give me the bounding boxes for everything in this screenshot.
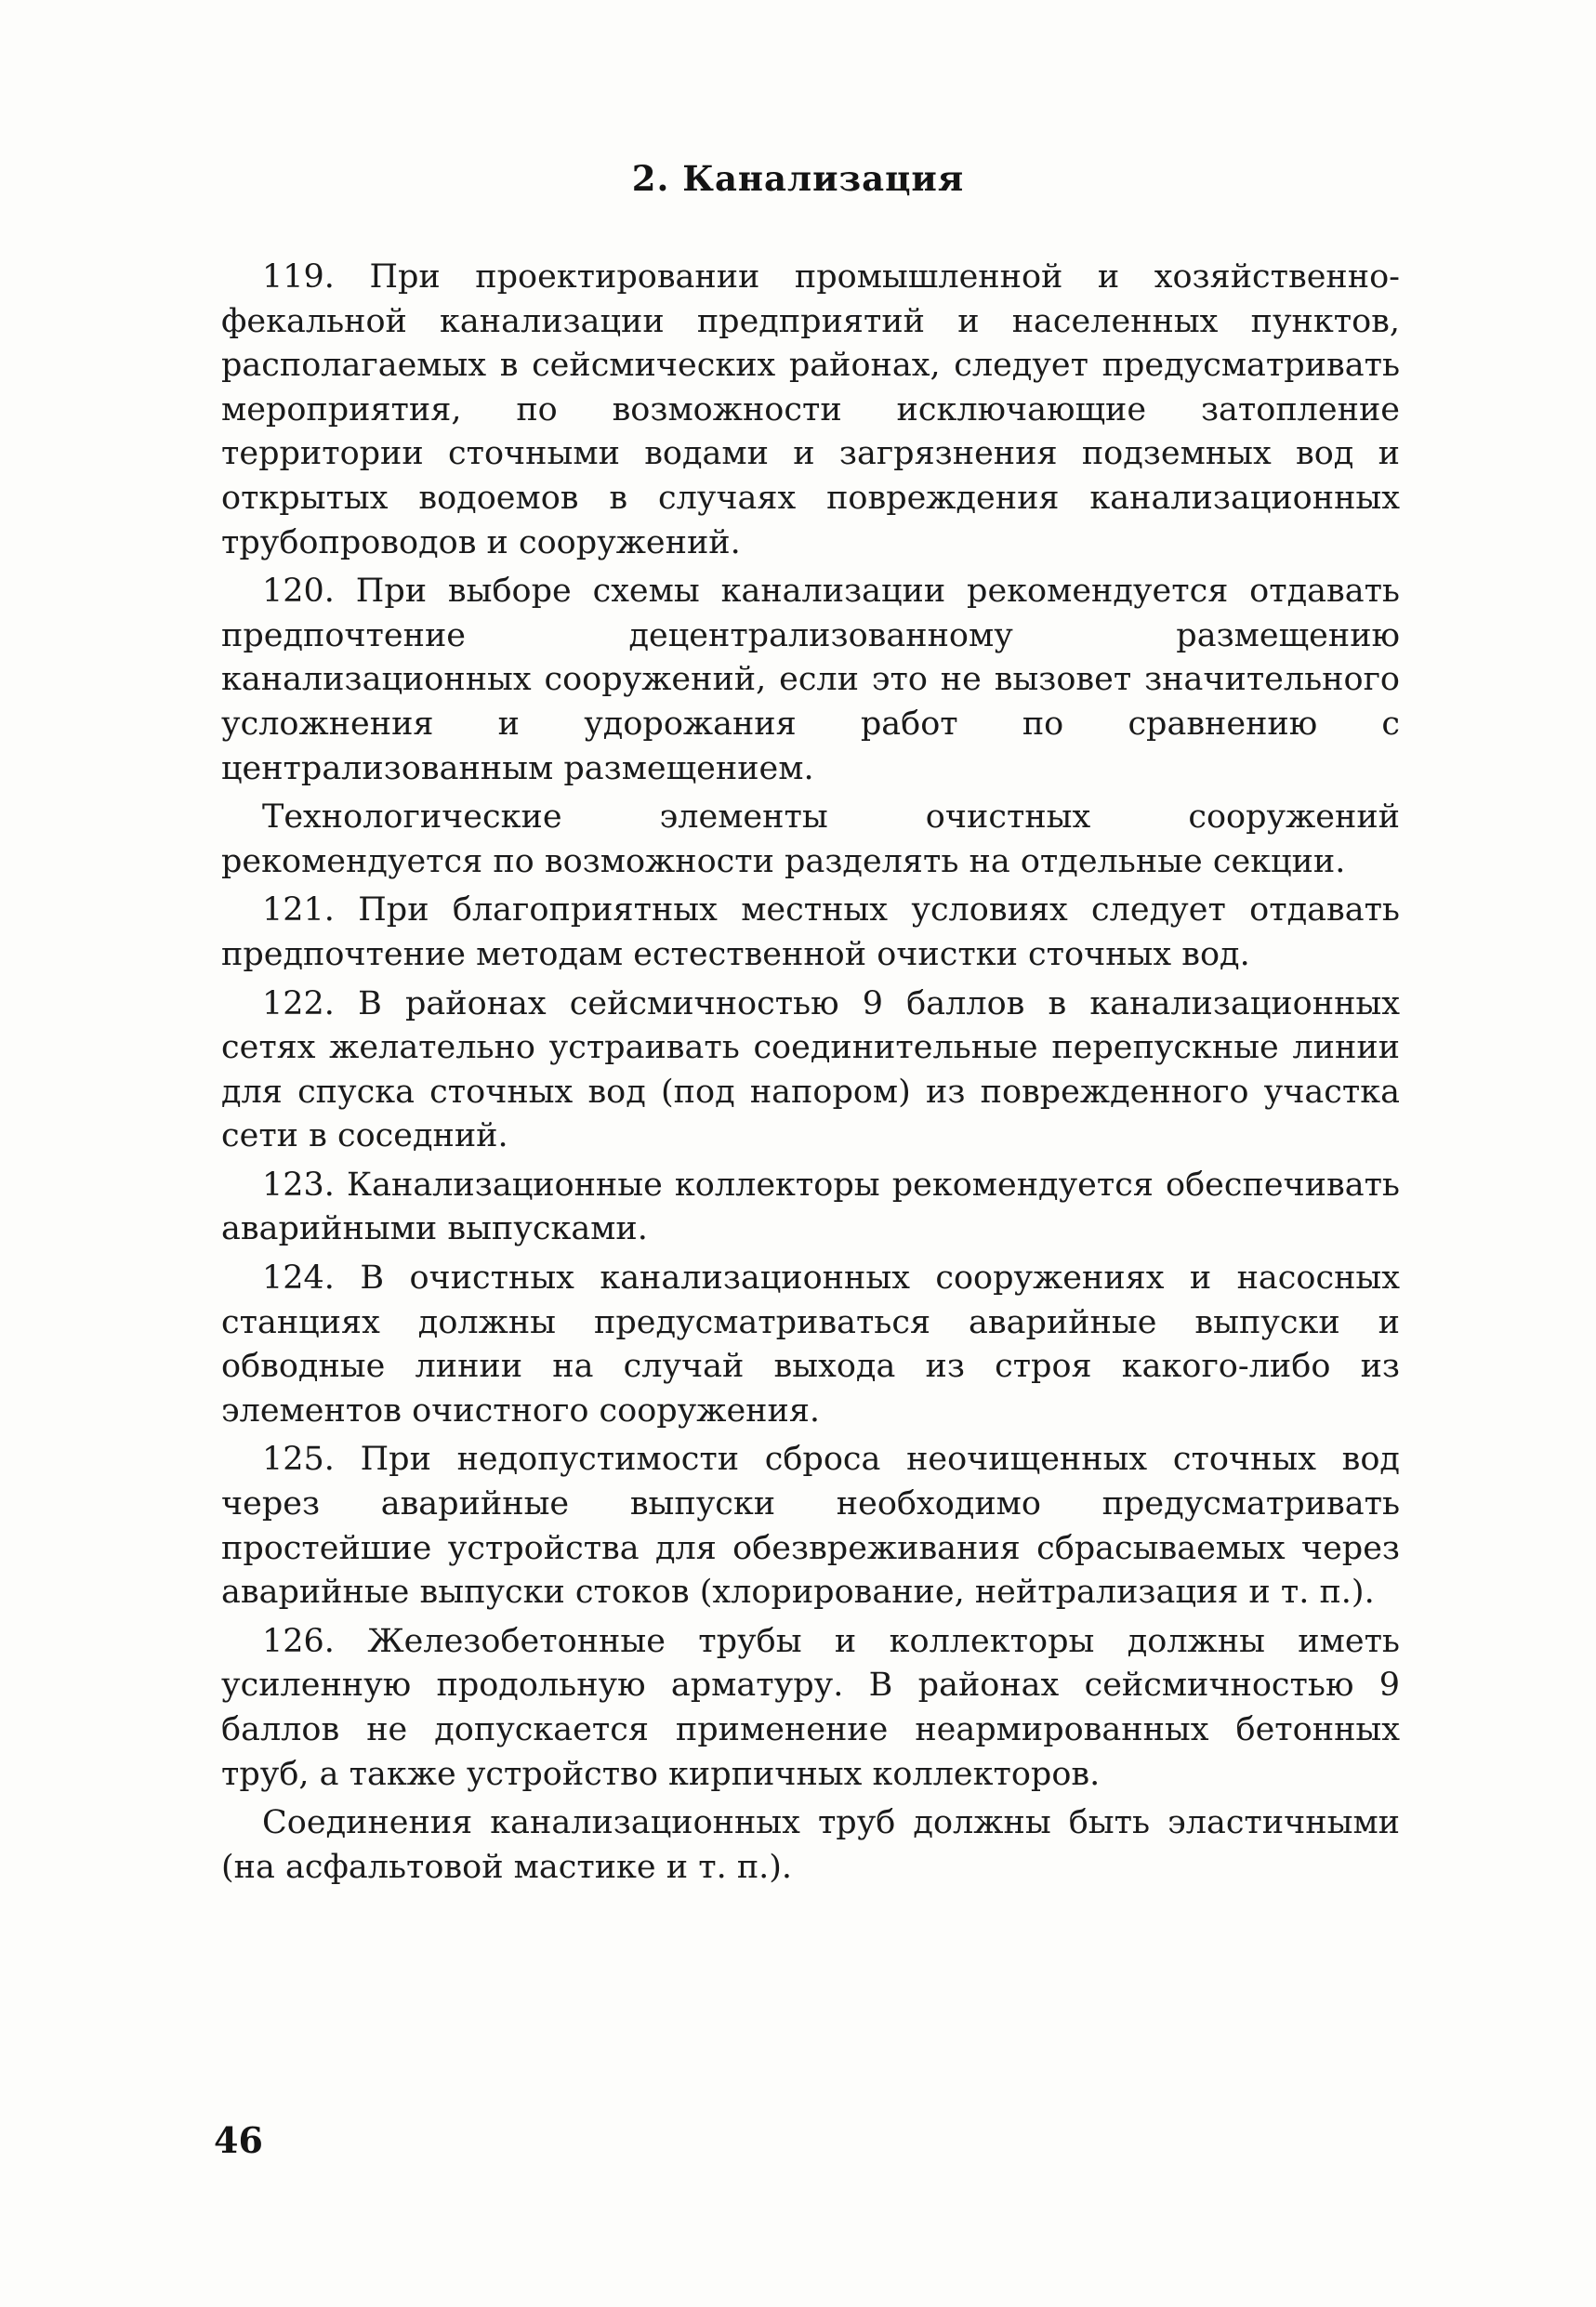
paragraph-number: 119. xyxy=(262,258,335,296)
paragraph-text: При благоприятных местных условиях следует отдавать предпочтение методам естественной очистки сточных вод. xyxy=(221,891,1400,973)
paragraph-text: При недопустимости сброса неочищенных сточных вод через аварийные выпуски необходимо предусматривать простейшие устройства для обезвреживания сбрасываемых через аварийные выпуски стоков (хлорирование, нейтрализация и т. п.). xyxy=(221,1441,1400,1612)
paragraph-text: Канализационные коллекторы рекомендуется обеспечивать аварийными выпусками. xyxy=(221,1166,1400,1248)
section-heading: 2. Канализация xyxy=(631,158,965,199)
paragraph-number: 121. xyxy=(262,891,335,929)
paragraph-124 xyxy=(221,1257,1400,1433)
paragraph-126 xyxy=(221,1620,1400,1797)
paragraph-text: При проектировании промышленной и хозяйственно-фекальной канализации предприятий и населенных пунктов, располагаемых в сейсмических районах, следует предусматривать мероприятия, по возможности исключающие затопление территории сточными водами и загрязнения подземных вод и открытых водоемов в случаях повреждения канализационных трубопроводов и сооружений. xyxy=(221,258,1400,561)
paragraph-123 xyxy=(221,1164,1400,1252)
paragraph-text: В районах сейсмичностью 9 баллов в канализационных сетях желательно устраивать соединительные перепускные линии для спуска сточных вод (под напором) из поврежденного участка сети в соседний. xyxy=(221,984,1400,1155)
paragraph-122 xyxy=(221,982,1400,1159)
paragraph-text: Технологические элементы очистных сооружений рекомендуется по возможности разделять на отдельные секции. xyxy=(221,798,1400,880)
paragraph-125 xyxy=(221,1438,1400,1615)
paragraph-119 xyxy=(221,256,1400,565)
paragraph-number: 125. xyxy=(262,1441,335,1479)
paragraph-text: При выборе схемы канализации рекомендуется отдавать предпочтение децентрализованному размещению канализационных сооружений, если это не вызовет значительного усложнения и удорожания работ по сравнению с централизованным размещением. xyxy=(221,573,1400,787)
page-number: 46 xyxy=(214,2119,263,2161)
paragraph-126-continued xyxy=(221,1801,1400,1890)
paragraph-text: В очистных канализационных сооружениях и насосных станциях должны предусматриваться аварийные выпуски и обводные линии на случай выхода из строя какого-либо из элементов очистного сооружения. xyxy=(221,1259,1400,1430)
paragraph-text: Соединения канализационных труб должны быть эластичными (на асфальтовой мастике и т. п.). xyxy=(221,1804,1400,1886)
paragraph-number: 124. xyxy=(262,1259,335,1298)
paragraph-120-continued xyxy=(221,796,1400,884)
paragraph-120 xyxy=(221,570,1400,791)
paragraph-121 xyxy=(221,889,1400,977)
paragraph-number: 126. xyxy=(262,1622,335,1660)
body-text xyxy=(221,256,1400,1890)
paragraph-text: Железобетонные трубы и коллекторы должны иметь усиленную продольную арматуру. В районах сейсмичностью 9 баллов не допускается применение неармированных бетонных труб, а также устройство кирпичных коллекторов. xyxy=(221,1622,1400,1793)
paragraph-number: 120. xyxy=(262,573,335,611)
paragraph-number: 123. xyxy=(262,1166,335,1204)
paragraph-number: 122. xyxy=(262,984,335,1022)
